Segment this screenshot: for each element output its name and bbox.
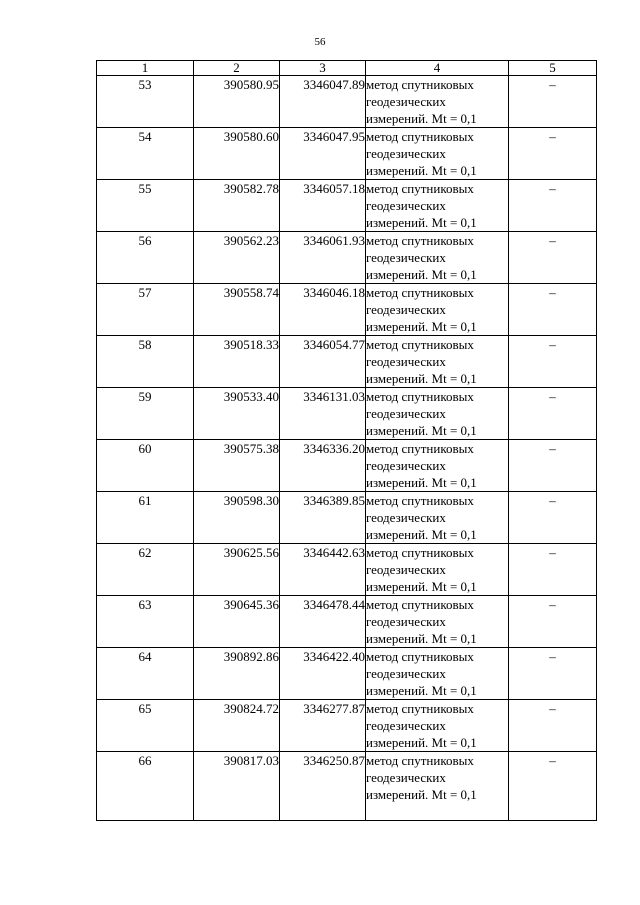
note-cell: – [509, 128, 597, 180]
y-coordinate-cell: 3346250.87 [280, 752, 366, 821]
column-header-1: 1 [97, 61, 194, 76]
point-number-cell: 59 [97, 388, 194, 440]
method-cell: метод спутниковых геодезических измерений. Mt = 0,1 [366, 648, 509, 700]
point-number-cell: 54 [97, 128, 194, 180]
table-row [97, 128, 597, 180]
y-coordinate-cell: 3346131.03 [280, 388, 366, 440]
x-coordinate-cell: 390580.95 [194, 76, 280, 128]
y-coordinate-cell: 3346054.77 [280, 336, 366, 388]
y-coordinate-cell: 3346046.18 [280, 284, 366, 336]
column-header-4: 4 [366, 61, 509, 76]
x-coordinate-cell: 390580.60 [194, 128, 280, 180]
note-cell: – [509, 700, 597, 752]
point-number-cell: 66 [97, 752, 194, 821]
x-coordinate-cell: 390518.33 [194, 336, 280, 388]
note-cell: – [509, 492, 597, 544]
point-number-cell: 53 [97, 76, 194, 128]
column-header-3: 3 [280, 61, 366, 76]
x-coordinate-cell: 390598.30 [194, 492, 280, 544]
method-cell: метод спутниковых геодезических измерений. Mt = 0,1 [366, 752, 509, 821]
y-coordinate-cell: 3346277.87 [280, 700, 366, 752]
column-header-5: 5 [509, 61, 597, 76]
table-row [97, 336, 597, 388]
note-cell: – [509, 752, 597, 821]
point-number-cell: 65 [97, 700, 194, 752]
x-coordinate-cell: 390575.38 [194, 440, 280, 492]
note-cell: – [509, 180, 597, 232]
point-number-cell: 64 [97, 648, 194, 700]
table-row [97, 648, 597, 700]
page-number: 56 [314, 36, 326, 48]
method-cell: метод спутниковых геодезических измерений. Mt = 0,1 [366, 232, 509, 284]
x-coordinate-cell: 390645.36 [194, 596, 280, 648]
method-cell: метод спутниковых геодезических измерений. Mt = 0,1 [366, 180, 509, 232]
note-cell: – [509, 596, 597, 648]
point-number-cell: 55 [97, 180, 194, 232]
point-number-cell: 63 [97, 596, 194, 648]
y-coordinate-cell: 3346047.95 [280, 128, 366, 180]
x-coordinate-cell: 390562.23 [194, 232, 280, 284]
x-coordinate-cell: 390892.86 [194, 648, 280, 700]
y-coordinate-cell: 3346336.20 [280, 440, 366, 492]
y-coordinate-cell: 3346478.44 [280, 596, 366, 648]
table-row [97, 180, 597, 232]
point-number-cell: 62 [97, 544, 194, 596]
method-cell: метод спутниковых геодезических измерений. Mt = 0,1 [366, 336, 509, 388]
x-coordinate-cell: 390817.03 [194, 752, 280, 821]
y-coordinate-cell: 3346422.40 [280, 648, 366, 700]
note-cell: – [509, 284, 597, 336]
y-coordinate-cell: 3346442.63 [280, 544, 366, 596]
note-cell: – [509, 544, 597, 596]
x-coordinate-cell: 390533.40 [194, 388, 280, 440]
table-row [97, 284, 597, 336]
y-coordinate-cell: 3346389.85 [280, 492, 366, 544]
table-row [97, 232, 597, 284]
method-cell: метод спутниковых геодезических измерений. Mt = 0,1 [366, 700, 509, 752]
method-cell: метод спутниковых геодезических измерений. Mt = 0,1 [366, 76, 509, 128]
x-coordinate-cell: 390625.56 [194, 544, 280, 596]
y-coordinate-cell: 3346057.18 [280, 180, 366, 232]
method-cell: метод спутниковых геодезических измерений. Mt = 0,1 [366, 596, 509, 648]
note-cell: – [509, 440, 597, 492]
y-coordinate-cell: 3346047.89 [280, 76, 366, 128]
table-row [97, 596, 597, 648]
table-row [97, 752, 597, 821]
table-body [97, 76, 597, 821]
table-row [97, 76, 597, 128]
method-cell: метод спутниковых геодезических измерений. Mt = 0,1 [366, 284, 509, 336]
method-cell: метод спутниковых геодезических измерений. Mt = 0,1 [366, 544, 509, 596]
point-number-cell: 57 [97, 284, 194, 336]
method-cell: метод спутниковых геодезических измерений. Mt = 0,1 [366, 492, 509, 544]
table-row [97, 700, 597, 752]
column-header-2: 2 [194, 61, 280, 76]
table-row [97, 544, 597, 596]
table-row [97, 440, 597, 492]
y-coordinate-cell: 3346061.93 [280, 232, 366, 284]
note-cell: – [509, 648, 597, 700]
note-cell: – [509, 232, 597, 284]
point-number-cell: 58 [97, 336, 194, 388]
x-coordinate-cell: 390558.74 [194, 284, 280, 336]
x-coordinate-cell: 390582.78 [194, 180, 280, 232]
table-header-row [97, 61, 597, 76]
note-cell: – [509, 76, 597, 128]
table-row [97, 388, 597, 440]
coordinates-table [96, 60, 597, 821]
method-cell: метод спутниковых геодезических измерений. Mt = 0,1 [366, 128, 509, 180]
table-row [97, 492, 597, 544]
method-cell: метод спутниковых геодезических измерений. Mt = 0,1 [366, 388, 509, 440]
point-number-cell: 56 [97, 232, 194, 284]
note-cell: – [509, 336, 597, 388]
note-cell: – [509, 388, 597, 440]
point-number-cell: 61 [97, 492, 194, 544]
point-number-cell: 60 [97, 440, 194, 492]
x-coordinate-cell: 390824.72 [194, 700, 280, 752]
method-cell: метод спутниковых геодезических измерений. Mt = 0,1 [366, 440, 509, 492]
